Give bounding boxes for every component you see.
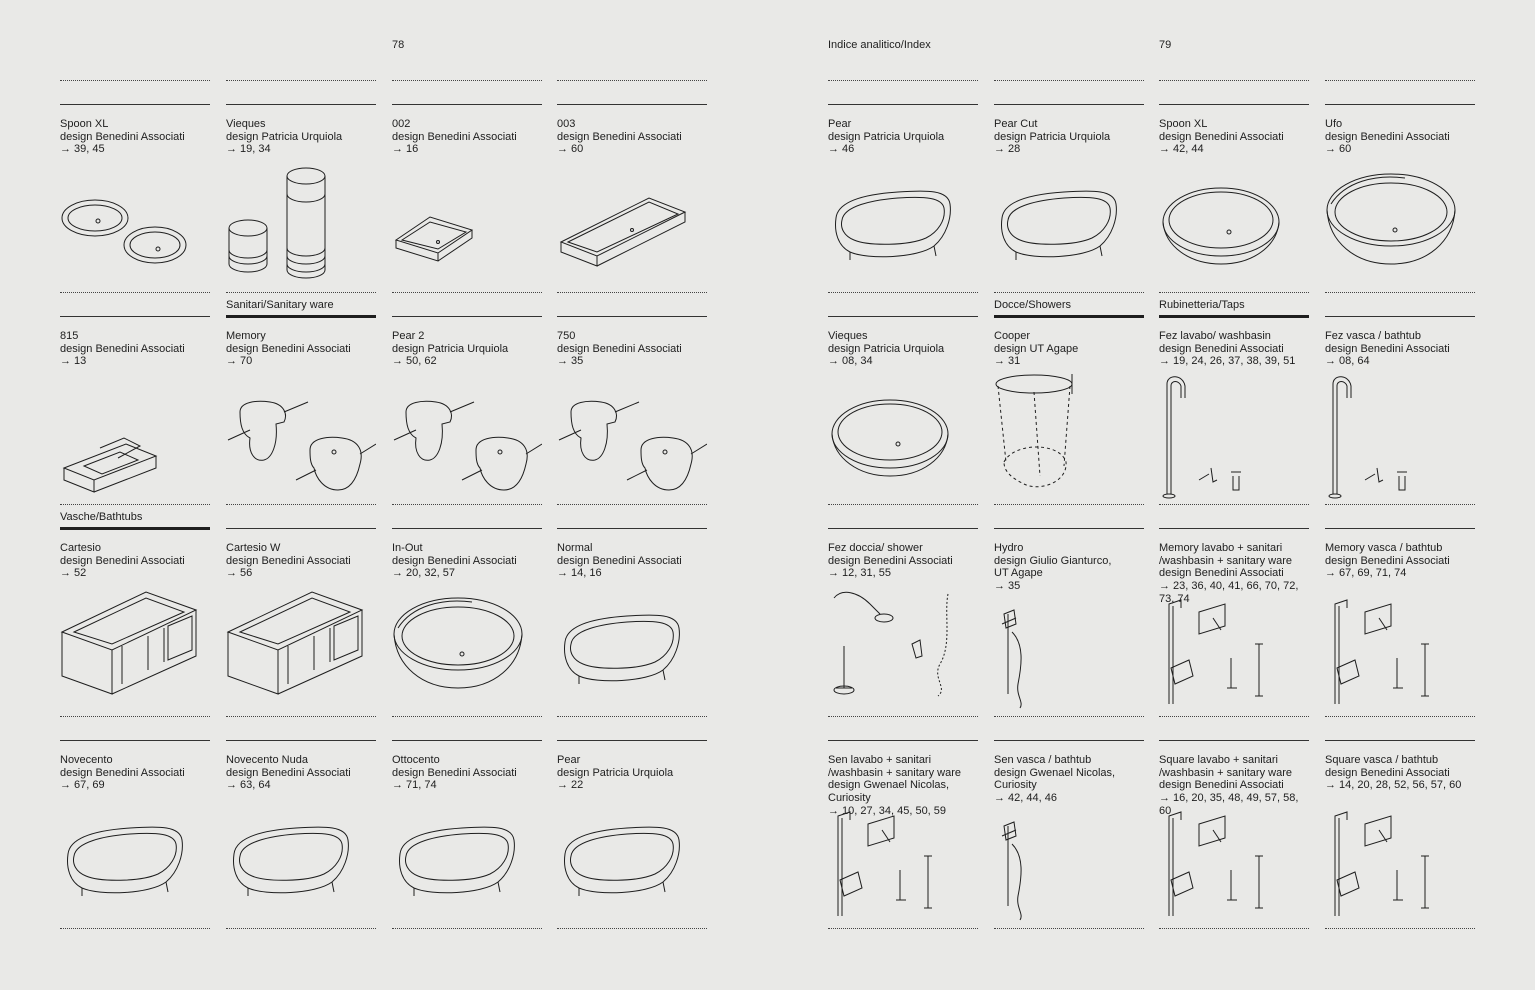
- product-credit: design Benedini Associati: [60, 766, 185, 779]
- product-info: [226, 118, 382, 156]
- product-info: [392, 330, 548, 368]
- hand-shower-icon: [994, 584, 1144, 714]
- product-entry: [1159, 312, 1309, 524]
- product-credit: design Benedini Associati: [1159, 130, 1284, 143]
- product-info: [226, 542, 382, 580]
- product-name: Cooper: [994, 330, 1031, 342]
- product-entry: [60, 100, 210, 312]
- product-credit: design Benedini Associati: [1325, 554, 1450, 567]
- product-name: Sen lavabo + sanitari /washbasin + sanitary ware: [828, 754, 961, 779]
- product-name: Fez doccia/ shower: [828, 542, 923, 554]
- hand-shower-icon: [994, 796, 1144, 926]
- product-pages: → 35: [994, 580, 1021, 593]
- product-name: Pear 2: [392, 330, 425, 342]
- product-credit: design Patricia Urquiola: [994, 130, 1111, 143]
- product-entry: [392, 100, 542, 312]
- product-entry: [392, 312, 542, 524]
- product-info: [828, 118, 984, 156]
- product-pages: → 60: [1325, 143, 1352, 156]
- product-credit: design Patricia Urquiola: [828, 342, 945, 355]
- product-pages: → 14, 16: [557, 567, 602, 580]
- product-credit: design Patricia Urquiola: [392, 342, 509, 355]
- product-pages: → 20, 32, 57: [392, 567, 455, 580]
- toilet-bidet-icon: [226, 372, 376, 502]
- product-credit: design Benedini Associati: [1159, 567, 1284, 580]
- product-name: 003: [557, 118, 576, 130]
- round-tub-icon: [392, 584, 542, 714]
- product-pages: → 35: [557, 355, 584, 368]
- product-name: Sen vasca / bathtub: [994, 754, 1092, 766]
- bathtub-icon: [557, 584, 707, 714]
- product-entry: [828, 100, 978, 312]
- product-pages: → 13: [60, 355, 87, 368]
- product-entry: [60, 312, 210, 524]
- product-info: [557, 118, 713, 156]
- dotted-rule: [1325, 80, 1475, 81]
- product-info: [60, 330, 216, 368]
- product-name: Memory vasca / bathtub: [1325, 542, 1443, 554]
- long-tray-icon: [557, 160, 707, 290]
- product-name: Spoon XL: [60, 118, 109, 130]
- product-credit: design Benedini Associati: [226, 342, 351, 355]
- product-pages: → 63, 64: [226, 779, 271, 792]
- product-info: [1325, 754, 1481, 792]
- product-pages: → 14, 20, 28, 52, 56, 57, 60: [1325, 779, 1462, 792]
- product-entry: [226, 524, 376, 736]
- section-label: Docce/Showers: [994, 299, 1072, 311]
- product-entry: [828, 736, 978, 948]
- product-credit: design Benedini Associati: [1325, 766, 1450, 779]
- product-info: [557, 330, 713, 368]
- product-entry: [392, 524, 542, 736]
- toilet-bidet-icon: [557, 372, 707, 502]
- product-credit: design Benedini Associati: [557, 342, 682, 355]
- product-credit: design Benedini Associati: [60, 342, 185, 355]
- bathtub-icon: [557, 796, 707, 926]
- product-credit: design Benedini Associati: [557, 554, 682, 567]
- bathtub-icon: [226, 796, 376, 926]
- product-pages: → 42, 44: [1159, 143, 1204, 156]
- product-info: [60, 118, 216, 156]
- product-credit: design Benedini Associati: [1159, 342, 1284, 355]
- product-info: [557, 754, 713, 792]
- shower-tray-icon: [392, 160, 542, 290]
- shower-set-icon: [828, 584, 978, 714]
- dotted-rule: [60, 80, 210, 81]
- product-name: Cartesio: [60, 542, 101, 554]
- product-name: Normal: [557, 542, 593, 554]
- round-tub-icon: [1325, 160, 1475, 290]
- product-name: 750: [557, 330, 576, 342]
- product-pages: → 12, 31, 55: [828, 567, 891, 580]
- product-entry: [557, 100, 707, 312]
- product-pages: → 08, 34: [828, 355, 873, 368]
- product-pages: → 71, 74: [392, 779, 437, 792]
- product-credit: design Giulio Gianturco, UT Agape: [994, 554, 1112, 580]
- product-name: Novecento Nuda: [226, 754, 308, 766]
- tap-icon: [1159, 372, 1309, 502]
- product-pages: → 08, 64: [1325, 355, 1370, 368]
- index-title: Indice analitico/Index: [828, 39, 931, 51]
- tap-set-icon: [1159, 584, 1309, 714]
- product-info: [226, 754, 382, 792]
- product-credit: design Benedini Associati: [557, 130, 682, 143]
- product-entry: [1325, 524, 1475, 736]
- product-credit: design Benedini Associati: [828, 554, 953, 567]
- product-info: [994, 330, 1150, 368]
- bathtub-icon: [60, 796, 210, 926]
- product-credit: design Benedini Associati: [60, 130, 185, 143]
- product-info: [226, 330, 382, 368]
- product-name: Memory: [226, 330, 266, 342]
- product-name: Pear: [828, 118, 852, 130]
- product-entry: [557, 312, 707, 524]
- product-pages: → 46: [828, 143, 855, 156]
- product-credit: design Patricia Urquiola: [226, 130, 343, 143]
- product-pages: → 22: [557, 779, 584, 792]
- product-info: [828, 330, 984, 368]
- dotted-rule: [994, 80, 1144, 81]
- product-pages: → 56: [226, 567, 253, 580]
- product-entry: [994, 312, 1144, 524]
- tap-set-icon: [1325, 584, 1475, 714]
- product-name: Vieques: [828, 330, 868, 342]
- product-pages: → 67, 69, 71, 74: [1325, 567, 1407, 580]
- product-credit: design Patricia Urquiola: [557, 766, 674, 779]
- section-label: Sanitari/Sanitary ware: [226, 299, 334, 311]
- product-entry: [226, 100, 376, 312]
- product-pages: → 28: [994, 143, 1021, 156]
- product-credit: design Benedini Associati: [1159, 779, 1284, 792]
- product-pages: → 10, 27, 34, 45, 50, 59: [828, 804, 947, 817]
- cabinet-tub-icon: [60, 584, 210, 714]
- product-entry: [226, 312, 376, 524]
- tap-set-icon: [1325, 796, 1475, 926]
- washbasin-pair-icon: [60, 160, 210, 290]
- product-name: Ottocento: [392, 754, 440, 766]
- product-info: [1159, 118, 1315, 156]
- product-credit: design Benedini Associati: [60, 554, 185, 567]
- product-entry: [1325, 736, 1475, 948]
- product-entry: [557, 736, 707, 948]
- product-pages: → 42, 44, 46: [994, 792, 1057, 805]
- product-info: [1325, 330, 1481, 368]
- product-entry: [828, 312, 978, 524]
- product-name: Spoon XL: [1159, 118, 1208, 130]
- shower-curtain-icon: [994, 372, 1144, 502]
- product-entry: [60, 524, 210, 736]
- dotted-rule: [226, 80, 376, 81]
- product-pages: → 60: [557, 143, 584, 156]
- product-entry: [1325, 312, 1475, 524]
- product-credit: design Gwenael Nicolas, Curiosity: [994, 766, 1116, 792]
- tap-icon: [1325, 372, 1475, 502]
- product-name: 002: [392, 118, 411, 130]
- product-info: [392, 118, 548, 156]
- product-credit: design Benedini Associati: [392, 130, 517, 143]
- product-pages: → 67, 69: [60, 779, 105, 792]
- column-basin-icon: [226, 160, 376, 290]
- product-credit: design Benedini Associati: [392, 766, 517, 779]
- product-pages: → 23, 36, 40, 41, 66, 70, 72, 73, 74: [1159, 580, 1299, 605]
- product-entry: [60, 736, 210, 948]
- product-info: [392, 754, 548, 792]
- section-label: Rubinetteria/Taps: [1159, 299, 1245, 311]
- cabinet-tub-icon: [226, 584, 376, 714]
- product-name: Cartesio W: [226, 542, 281, 554]
- product-name: Fez lavabo/ washbasin: [1159, 330, 1271, 342]
- tap-set-icon: [1159, 796, 1309, 926]
- product-name: Novecento: [60, 754, 113, 766]
- product-name: Memory lavabo + sanitari /washbasin + sanitary ware: [1159, 542, 1292, 567]
- product-info: [994, 118, 1150, 156]
- dotted-rule: [557, 80, 707, 81]
- product-credit: design Benedini Associati: [226, 554, 351, 567]
- oval-tub-icon: [1159, 160, 1309, 290]
- product-entry: [994, 100, 1144, 312]
- product-entry: [557, 524, 707, 736]
- product-pages: → 31: [994, 355, 1021, 368]
- product-pages: → 16, 20, 35, 48, 49, 57, 58, 60: [1159, 792, 1299, 817]
- product-name: Pear Cut: [994, 118, 1038, 130]
- product-pages: → 50, 62: [392, 355, 437, 368]
- wall-basin-icon: [60, 372, 210, 502]
- page-number-left: 78: [392, 39, 405, 51]
- product-entry: [1159, 524, 1309, 736]
- bathtub-icon: [994, 160, 1144, 290]
- product-credit: design Patricia Urquiola: [828, 130, 945, 143]
- product-name: In-Out: [392, 542, 423, 554]
- toilet-bidet-icon: [392, 372, 542, 502]
- product-info: [60, 754, 216, 792]
- product-name: Ufo: [1325, 118, 1343, 130]
- dotted-rule: [828, 80, 978, 81]
- product-pages: → 70: [226, 355, 253, 368]
- product-name: Fez vasca / bathtub: [1325, 330, 1421, 342]
- product-pages: → 19, 34: [226, 143, 271, 156]
- product-pages: → 39, 45: [60, 143, 105, 156]
- product-credit: design Benedini Associati: [1325, 130, 1450, 143]
- product-name: Square vasca / bathtub: [1325, 754, 1439, 766]
- product-info: [1325, 542, 1481, 580]
- product-info: [1325, 118, 1481, 156]
- product-credit: design Gwenael Nicolas, Curiosity: [828, 779, 950, 805]
- product-name: Vieques: [226, 118, 266, 130]
- product-credit: design Benedini Associati: [1325, 342, 1450, 355]
- product-entry: [994, 736, 1144, 948]
- product-credit: design Benedini Associati: [226, 766, 351, 779]
- product-pages: → 16: [392, 143, 419, 156]
- product-info: [1159, 330, 1315, 368]
- section-label: Vasche/Bathtubs: [60, 511, 143, 523]
- product-info: [60, 542, 216, 580]
- product-name: Pear: [557, 754, 581, 766]
- product-credit: design UT Agape: [994, 342, 1079, 355]
- product-name: Hydro: [994, 542, 1024, 554]
- bathtub-icon: [828, 160, 978, 290]
- dotted-rule: [392, 80, 542, 81]
- product-entry: [392, 736, 542, 948]
- product-pages: → 52: [60, 567, 87, 580]
- product-entry: [828, 524, 978, 736]
- dotted-rule: [1159, 80, 1309, 81]
- oval-tub-icon: [828, 372, 978, 502]
- page-number-right: 79: [1159, 39, 1172, 51]
- product-entry: [1159, 736, 1309, 948]
- product-info: [557, 542, 713, 580]
- product-entry: [226, 736, 376, 948]
- tap-set-icon: [828, 796, 978, 926]
- product-name: Square lavabo + sanitari /washbasin + sanitary ware: [1159, 754, 1292, 779]
- product-info: [392, 542, 548, 580]
- product-pages: → 19, 24, 26, 37, 38, 39, 51: [1159, 355, 1296, 368]
- product-entry: [1325, 100, 1475, 312]
- product-entry: [1159, 100, 1309, 312]
- product-credit: design Benedini Associati: [392, 554, 517, 567]
- bathtub-icon: [392, 796, 542, 926]
- product-name: 815: [60, 330, 79, 342]
- product-info: [828, 542, 984, 580]
- product-entry: [994, 524, 1144, 736]
